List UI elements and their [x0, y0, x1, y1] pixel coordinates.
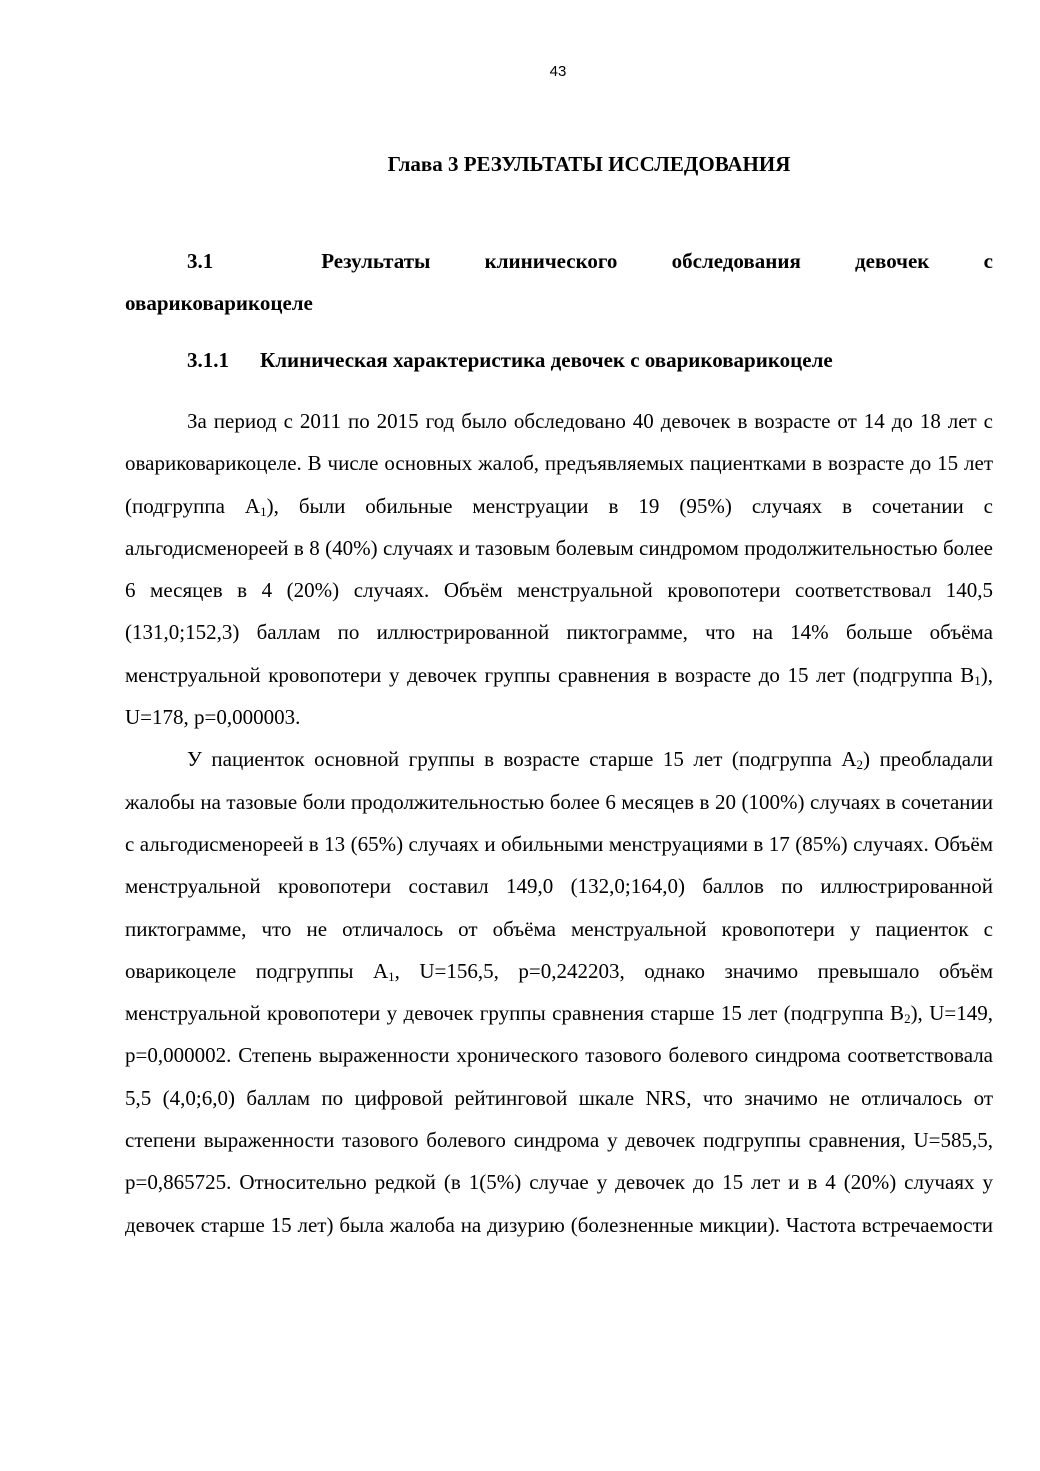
subscript: 1	[260, 503, 267, 519]
chapter-title: Глава 3 РЕЗУЛЬТАТЫ ИССЛЕДОВАНИЯ	[387, 152, 791, 176]
paragraph-2	[125, 738, 993, 1246]
section-title-word: обследования	[671, 249, 801, 273]
page-number: 43	[549, 63, 567, 80]
paragraph-1	[125, 400, 993, 738]
paragraph-1-text: За период с 2011 по 2015 год было обследовано 40 девочек в возрасте от 14 до 18 лет с овариковарикоцеле. В числе основных жалоб, предъявляемых пациентками в возрасте до 15 лет (подгруппа А	[125, 409, 993, 518]
subscript: 2	[904, 1011, 911, 1027]
section-title-word: клинического	[484, 249, 618, 273]
section-number: 3.1	[187, 249, 214, 273]
paragraph-1-text: ), U=178, p=0,000003.	[125, 662, 993, 730]
subscript: 1	[388, 968, 395, 984]
subscript: 2	[856, 757, 864, 773]
section-title-word: Результаты	[321, 249, 431, 273]
subsection-heading	[187, 342, 993, 378]
subscript: 1	[974, 672, 981, 688]
section-heading	[125, 240, 993, 324]
subsection-title: Клиническая характеристика девочек с овариковарикоцеле	[260, 348, 833, 372]
section-title-continuation: овариковарикоцеле	[125, 291, 313, 315]
paragraph-2-text: ), U=149, p=0,000002. Степень выраженности хронического тазового болевого синдрома соответствовала 5,5 (4,0;6,0) баллам по цифровой рейтинговой шкале NRS, что значимо не отличалось от степени выраженности тазового болевого синдрома у девочек подгруппы сравнения, U=585,5, p=0,865725. Относительно редкой (в 1(5%) случае у девочек до 15 лет и в 4 (20%) случаях у девочек старше 15 лет) была жалоба на дизурию (болезненные микции). Частота встречаемости	[125, 1001, 993, 1237]
subsection-number: 3.1.1	[187, 348, 229, 372]
section-title-word: девочек	[855, 249, 930, 273]
section-heading-first-line	[125, 240, 993, 282]
paragraph-1-text: ), были обильные менструации в 19 (95%) случаях в сочетании с альгодисменореей в 8 (40%) случаях и тазовым болевым синдромом продолжительностью более 6 месяцев в 4 (20%) случаях. Объём менструальной кровопотери соответствовал 140,5 (131,0;152,3) баллам по иллюстрированной пиктограмме, что на 14% больше объёма менструальной кровопотери у девочек группы сравнения в возрасте до 15 лет (подгруппа В	[125, 493, 993, 687]
section-title-word: с	[983, 249, 993, 273]
paragraph-2-text: ) преобладали жалобы на тазовые боли продолжительностью более 6 месяцев в 20 (100%) случаях в сочетании с альгодисменореей в 13 (65%) случаях и обильными менструациями в 17 (85%) случаях. Объём менструальной кровопотери составил 149,0 (132,0;164,0) баллов по иллюстрированной пиктограмме, что не отличалось от объёма менструальной кровопотери у пациенток с оварикоцеле подгруппы А	[125, 747, 993, 983]
paragraph-2-text: У пациенток основной группы в возрасте старше 15 лет (подгруппа А	[187, 747, 857, 772]
body-text	[125, 400, 993, 1246]
paragraph-2-text: , U=156,5, p=0,242203, однако значимо превышало объём менструальной кровопотери у девочек группы сравнения старше 15 лет (подгруппа В	[125, 958, 993, 1026]
